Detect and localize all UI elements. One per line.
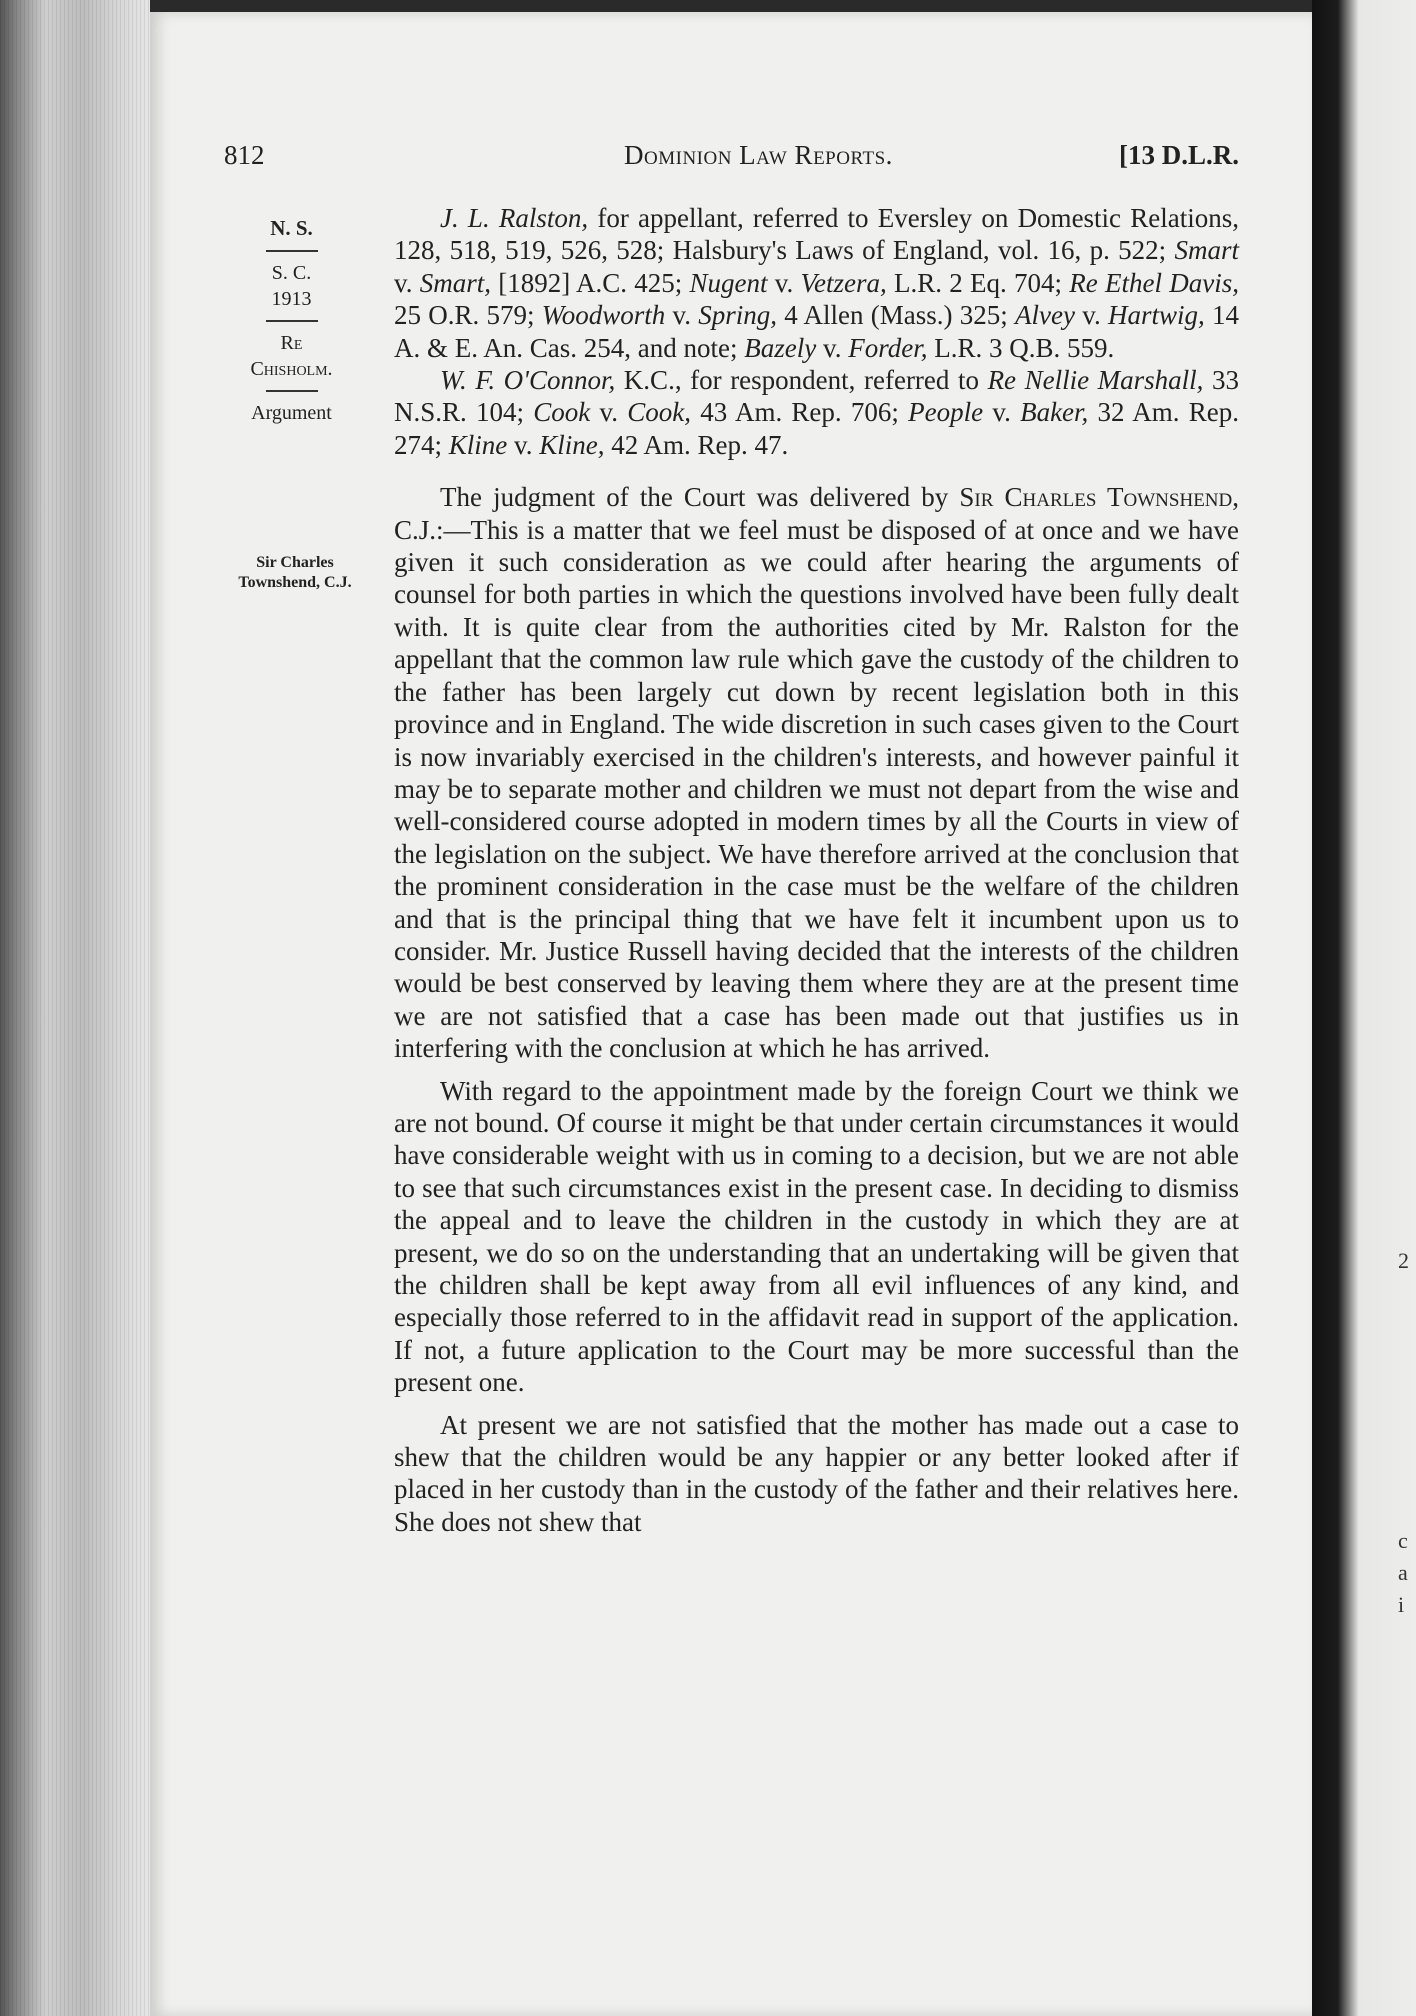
text-run: for appellant, referred to Eversley on Domestic Relations, 128, 518, 519, 526, 528; Halsbury's Laws of England, vol. 16, p. 522; (394, 203, 1239, 266)
page-number: 812 (224, 140, 265, 170)
margin-court-abbrev: S. C. (271, 262, 312, 285)
case-citation: Alvey (1015, 300, 1075, 331)
text-run: L.R. 3 Q.B. 559. (927, 332, 1115, 363)
case-citation: Forder, (848, 332, 928, 363)
case-citation: Smart, (419, 267, 492, 298)
text-run: The judgment of the Court was delivered by (440, 482, 960, 513)
margin-case-name: Chisholm. (250, 358, 333, 381)
margin-year: 1913 (271, 288, 312, 311)
margin-court: N. S. (270, 216, 313, 240)
margin-section: Argument (251, 402, 332, 425)
text-run: L.R. 2 Eq. 704; (886, 267, 1070, 298)
paragraph-respondent-counsel (394, 364, 1239, 461)
margin-judge-note (216, 553, 374, 593)
case-citation: Cook, (627, 397, 691, 428)
paragraph-appellant-counsel (394, 202, 1239, 364)
adjacent-page-edge (1312, 0, 1416, 2016)
margin-case-re: Re (280, 332, 303, 355)
text-run: 4 Allen (Mass.) 325; (777, 300, 1016, 331)
text-run: [1892] A.C. 425; (491, 267, 690, 298)
case-citation: Vetzera, (800, 267, 887, 298)
adjacent-page-fragment: 2 (1398, 1248, 1409, 1273)
judge-name: Sir Charles Townshend, C.J. (394, 482, 1239, 545)
margin-rule (266, 320, 318, 322)
book-page-edges (0, 0, 150, 2016)
text-run: 32 Am. Rep. 274; (394, 397, 1240, 460)
case-citation: Re Ethel Davis, (1069, 267, 1239, 298)
margin-judge-line: Sir Charles (256, 554, 334, 571)
text-run: K.C., for respondent, referred to (615, 365, 988, 396)
case-citation: Kline, (539, 429, 605, 460)
case-citation: Woodworth (541, 300, 666, 331)
counsel-name: J. L. Ralston, (440, 203, 589, 233)
paragraph-foreign-court: With regard to the appointment made by the foreign Court we think we are not bound. Of course it might be that under certain circumstances it would have considerable weight with us in coming to a decision, but we are not able to see that such circumstances exist in the present case. In deciding to dismiss the appeal and to leave the children in the custody in which they are at present, we do so on the understanding that an undertaking will be given that the children shall be kept away from all evil influences of any kind, and especially those referred to in the affidavit read in support of the application. If not, a future application to the Court may be more successful than the present one. (394, 1075, 1239, 1398)
text-run: 42 Am. Rep. 47. (604, 429, 789, 460)
volume-label: [13 D.L.R. (1119, 140, 1239, 170)
case-citation: Cook (533, 397, 591, 428)
case-citation: Nugent (689, 267, 768, 298)
case-citation: Bazely (744, 332, 817, 363)
case-citation: Smart (1174, 235, 1239, 266)
paragraph-judgment (394, 481, 1239, 1064)
margin-judge-line: Townshend, C.J. (238, 574, 352, 591)
text-run: 14 A. & E. An. Cas. 254, and note; (394, 300, 1239, 363)
paragraph-mother-custody: At present we are not satisfied that the mother has made out a case to shew that the children would be any happier or any better looked after if placed in her custody than in the custody of the father and their relatives here. She does not shew that (394, 1409, 1239, 1537)
adjacent-page-fragment: c (1398, 1528, 1408, 1553)
adjacent-page-fragment: i (1398, 1592, 1405, 1617)
text-run: 33 N.S.R. 104; (394, 365, 1240, 428)
text-run: :—This is a matter that we feel must be disposed of at once and we have given it such consideration as we could after hearing the arguments of counsel for both parties in which the questions involved have been fully dealt with. It is quite clear from the authorities cited by Mr. Ralston for the appellant that the common law rule which gave the custody of the children to the father has been largely cut down by recent legislation both in this province and in England. The wide discretion in such cases given to the Court is now invariably exercised in the children's interests, and however painful it may be to separate mother and children we must not depart from the wise and well-considered course adopted in modern times by all the Courts in view of the legislation on the subject. We have therefore arrived at the conclusion that the prominent consideration in the case must be the welfare of the children and that is the principal thing that we have felt it incumbent upon us to consider. Mr. Justice Russell having decided that the interests of the children would be best conserved by leaving them where they are at the present time we are not satisfied that a case has been made out that justifies us in interfering with the conclusion at which he has arrived. (394, 514, 1239, 1064)
case-citation: Baker, (1020, 397, 1089, 428)
running-header (224, 140, 1239, 180)
text-run: v. (1074, 300, 1108, 331)
margin-rule (266, 390, 318, 392)
case-citation: Kline (448, 429, 508, 460)
case-citation: Hartwig, (1107, 300, 1205, 331)
text-run: v. (816, 332, 849, 363)
text-run: v. (665, 300, 699, 331)
text-run: v. (394, 267, 420, 298)
text-run: v. (767, 267, 801, 298)
text-run: 43 Am. Rep. 706; (690, 397, 909, 428)
text-run: v. (983, 397, 1021, 428)
case-citation: Re Nellie Marshall, (987, 365, 1204, 396)
margin-rule (266, 250, 318, 252)
text-run: v. (507, 429, 540, 460)
counsel-name: W. F. O'Connor, (440, 365, 616, 396)
adjacent-page-fragment: a (1398, 1560, 1408, 1585)
text-run: 25 O.R. 579; (394, 300, 542, 331)
publication-title: Dominion Law Reports. (624, 140, 893, 170)
case-citation: Spring, (698, 300, 778, 331)
margin-notes (224, 215, 359, 426)
case-citation: People (908, 397, 984, 428)
main-text (394, 202, 1239, 1538)
text-run: v. (590, 397, 628, 428)
